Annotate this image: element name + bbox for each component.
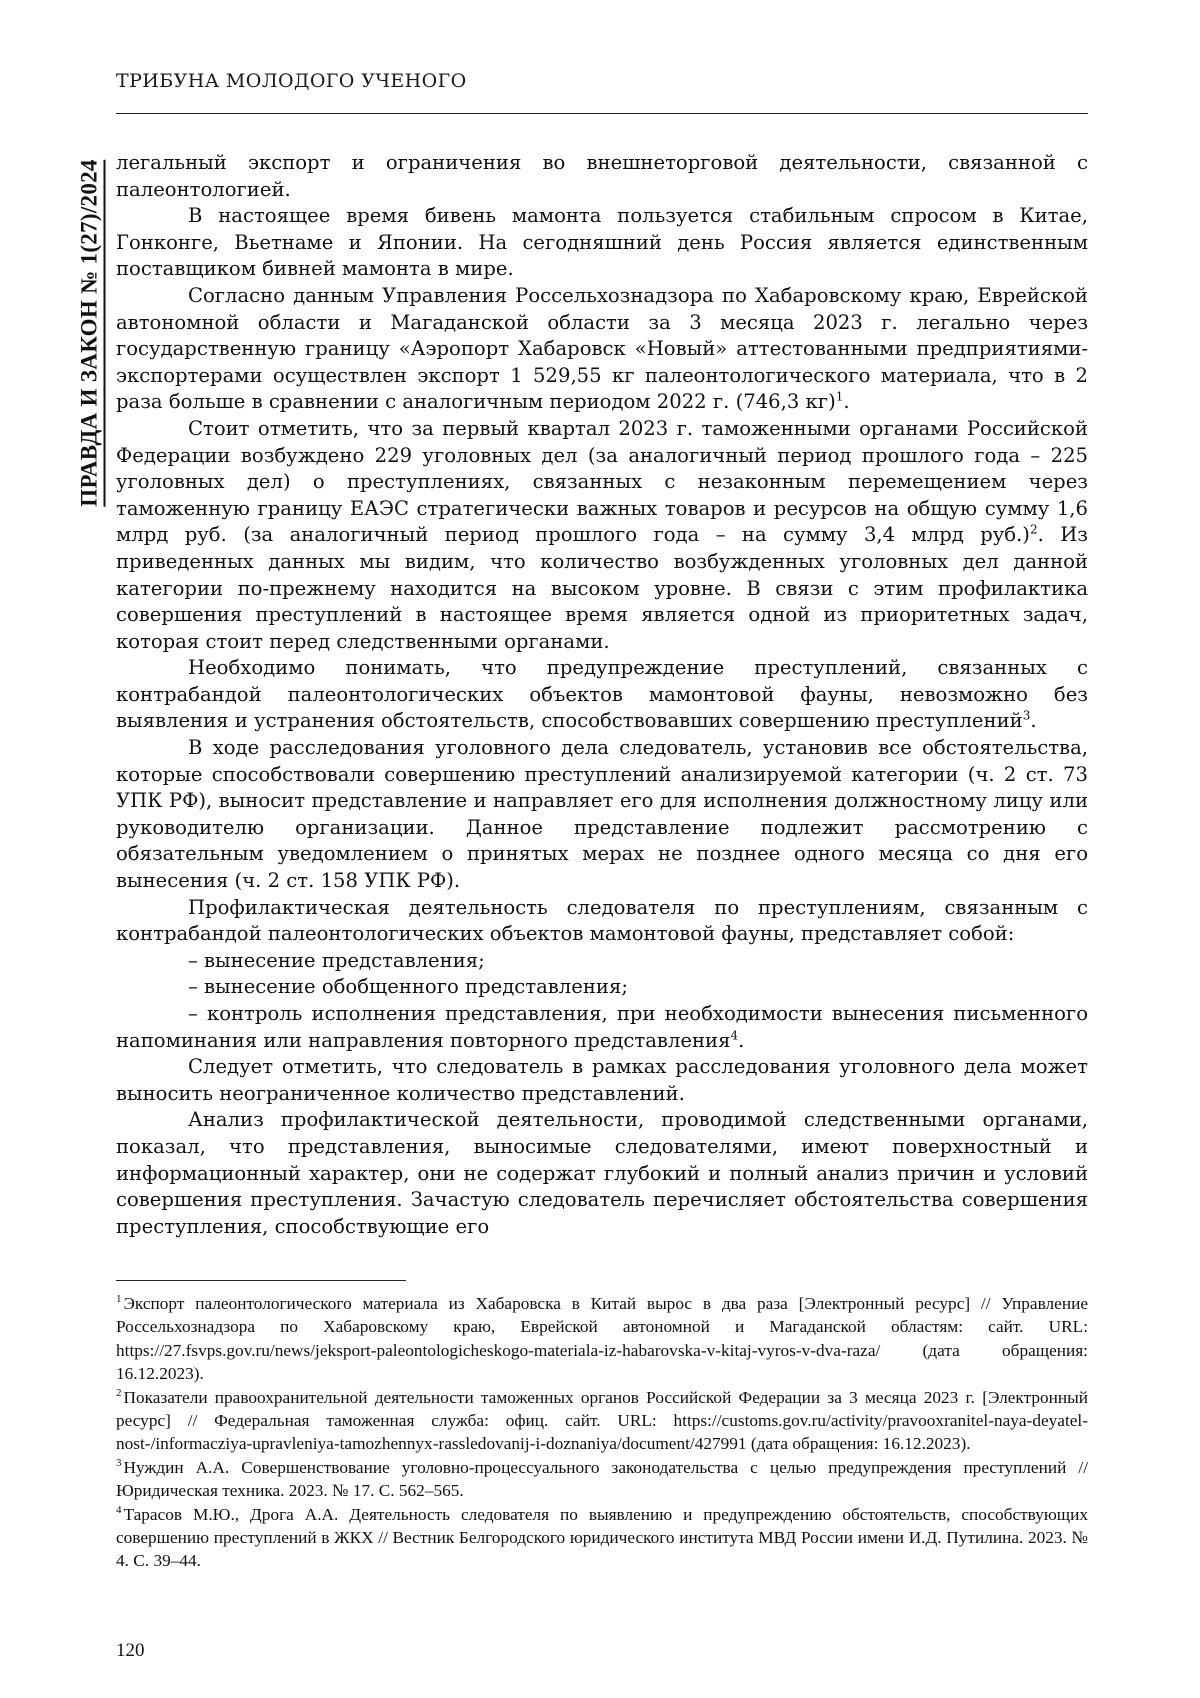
paragraph	[116, 1107, 1088, 1240]
footnote-text: Показатели правоохранительной деятельности таможенных органов Российской Федерации за 3 месяца 2023 г. [Электронный ресурс] // Федеральная таможенная служба: офиц. сайт. URL: https://customs.gov.ru/activity/pravooxranitel-naya-deyatel-nost-/informacziya-upravleniya-tamozhennyx-rassledovanij-i-doznaniya/document/427991 (дата обращения: 16.12.2023).	[116, 1388, 1088, 1454]
paragraph-text: Необходимо понимать, что предупреждение преступлений, связанных с контрабандой палеонтологических объектов мамонтовой фауны, невозможно без выявления и устранения обстоятельств, способствовавших совершению преступлений	[116, 656, 1088, 732]
journal-title: ТРИБУНА МОЛОДОГО УЧЕНОГО	[116, 70, 467, 92]
footnotes	[116, 1292, 1088, 1573]
list-item	[116, 948, 1088, 975]
paragraph-text: В ходе расследования уголовного дела следователь, установив все обстоятельства, которые способствовали совершению преступлений анализируемой категории (ч. 2 ст. 73 УПК РФ), выносит представление и направляет его для исполнения должностному лицу или руководителю организации. Данное представление подлежит рассмотрению с обязательным уведомлением о принятых мерах не позднее одного месяца со дня его вынесения (ч. 2 ст. 158 УПК РФ).	[116, 736, 1088, 892]
footnote-item	[116, 1503, 1088, 1573]
paragraph	[116, 1054, 1088, 1107]
list-item	[116, 1001, 1088, 1054]
header-rule	[116, 113, 1088, 114]
paragraph-text: Следует отметить, что следователь в рамках расследования уголовного дела может выносить неограниченное количество представлений.	[116, 1055, 1088, 1105]
paragraph-text: Стоит отметить, что за первый квартал 2023 г. таможенными органами Российской Федерации возбуждено 229 уголовных дел (за аналогичный период прошлого года – 225 уголовных дел) о преступлениях, связанных с незаконным перемещением через таможенную границу ЕАЭС стратегически важных товаров и ресурсов на общую сумму 1,6 млрд руб. (за аналогичный период прошлого года – на сумму 3,4 млрд руб.)	[116, 417, 1088, 546]
paragraph	[116, 416, 1088, 655]
paragraph-text: Анализ профилактической деятельности, проводимой следственными органами, показал, что представления, выносимые следователями, имеют поверхностный и информационный характер, они не содержат глубокий и полный анализ причин и условий совершения преступления. Зачастую следователь перечисляет обстоятельства совершения преступления, способствующие его	[116, 1108, 1088, 1237]
footnote-item	[116, 1292, 1088, 1386]
paragraph	[116, 735, 1088, 895]
paragraph-end: .	[843, 390, 849, 413]
side-label-container	[76, 136, 106, 530]
list-item	[116, 974, 1088, 1001]
footnote-text: Экспорт палеонтологического материала из Хабаровска в Китай вырос в два раза [Электронный ресурс] // Управление Россельхознадзора по Хабаровскому краю, Еврейской автономной и Магаданской областям: сайт. URL: https://27.fsvps.gov.ru/news/jeksport-paleontologicheskogo-materiala-iz-habarovska-v-kitaj-vyros-v-dva-raza/ (дата обращения: 16.12.2023).	[116, 1294, 1088, 1383]
paragraph-text: легальный экспорт и ограничения во внешнеторговой деятельности, связанной с палеонтологией.	[116, 151, 1088, 201]
footnote-number: 2	[116, 1387, 122, 1399]
paragraph	[116, 283, 1088, 416]
footnote-text: Нуждин А.А. Совершенствование уголовно-процессуального законодательства с целью предупреждения преступлений // Юридическая техника. 2023. № 17. С. 562–565.	[116, 1458, 1088, 1500]
paragraph-text: Согласно данным Управления Россельхознадзора по Хабаровскому краю, Еврейской автономной области и Магаданской области за 3 месяца 2023 г. легально через государственную границу «Аэропорт Хабаровск «Новый» аттестованными предприятиями-экспортерами осуществлен экспорт 1 529,55 кг палеонтологического материала, что в 2 раза больше в сравнении с аналогичным периодом 2022 г. (746,3 кг)	[116, 284, 1088, 413]
footnote-number: 1	[116, 1293, 122, 1305]
footnote-number: 3	[116, 1457, 122, 1469]
paragraph	[116, 150, 1088, 203]
footnote-number: 4	[116, 1504, 122, 1516]
journal-issue-label: ПРАВДА И ЗАКОН № 1(27)/2024	[77, 159, 106, 506]
paragraph-end: .	[1030, 709, 1036, 732]
footnote-ref-3[interactable]: 3	[1023, 709, 1031, 723]
list-item-text: – контроль исполнения представления, при необходимости вынесения письменного напоминания или направления повторного представления	[116, 1002, 1088, 1052]
footnote-ref-2[interactable]: 2	[1030, 523, 1038, 537]
paragraph	[116, 655, 1088, 735]
paragraph	[116, 203, 1088, 283]
paragraph-end: .	[738, 1029, 744, 1052]
list-item-text: – вынесение представления;	[188, 949, 485, 972]
footnote-ref-4[interactable]: 4	[730, 1028, 738, 1042]
list-item-text: – вынесение обобщенного представления;	[188, 975, 628, 998]
paragraph-text-cont: . Из приведенных данных мы видим, что количество возбужденных уголовных дел данной категории по-прежнему находится на высоком уровне. В связи с этим профилактика совершения преступлений в настоящее время является одной из приоритетных задач, которая стоит перед следственными органами.	[116, 523, 1088, 652]
footnote-item	[116, 1456, 1088, 1503]
paragraph-text: Профилактическая деятельность следователя по преступлениям, связанным с контрабандой палеонтологических объектов мамонтовой фауны, представляет собой:	[116, 896, 1088, 946]
footnote-ref-1[interactable]: 1	[836, 390, 844, 404]
footnote-item	[116, 1386, 1088, 1456]
page-number: 120	[116, 1640, 145, 1662]
footnote-text: Тарасов М.Ю., Дрога А.А. Деятельность следователя по выявлению и предупреждению обстоятельств, способствующих совершению преступлений в ЖКХ // Вестник Белгородского юридического института МВД России имени И.Д. Путилина. 2023. № 4. С. 39–44.	[116, 1505, 1088, 1571]
footnote-separator	[116, 1280, 406, 1281]
paragraph-text: В настоящее время бивень мамонта пользуется стабильным спросом в Китае, Гонконге, Вьетнаме и Японии. На сегодняшний день Россия является единственным поставщиком бивней мамонта в мире.	[116, 204, 1088, 280]
article-body	[116, 150, 1088, 1240]
paragraph	[116, 895, 1088, 948]
